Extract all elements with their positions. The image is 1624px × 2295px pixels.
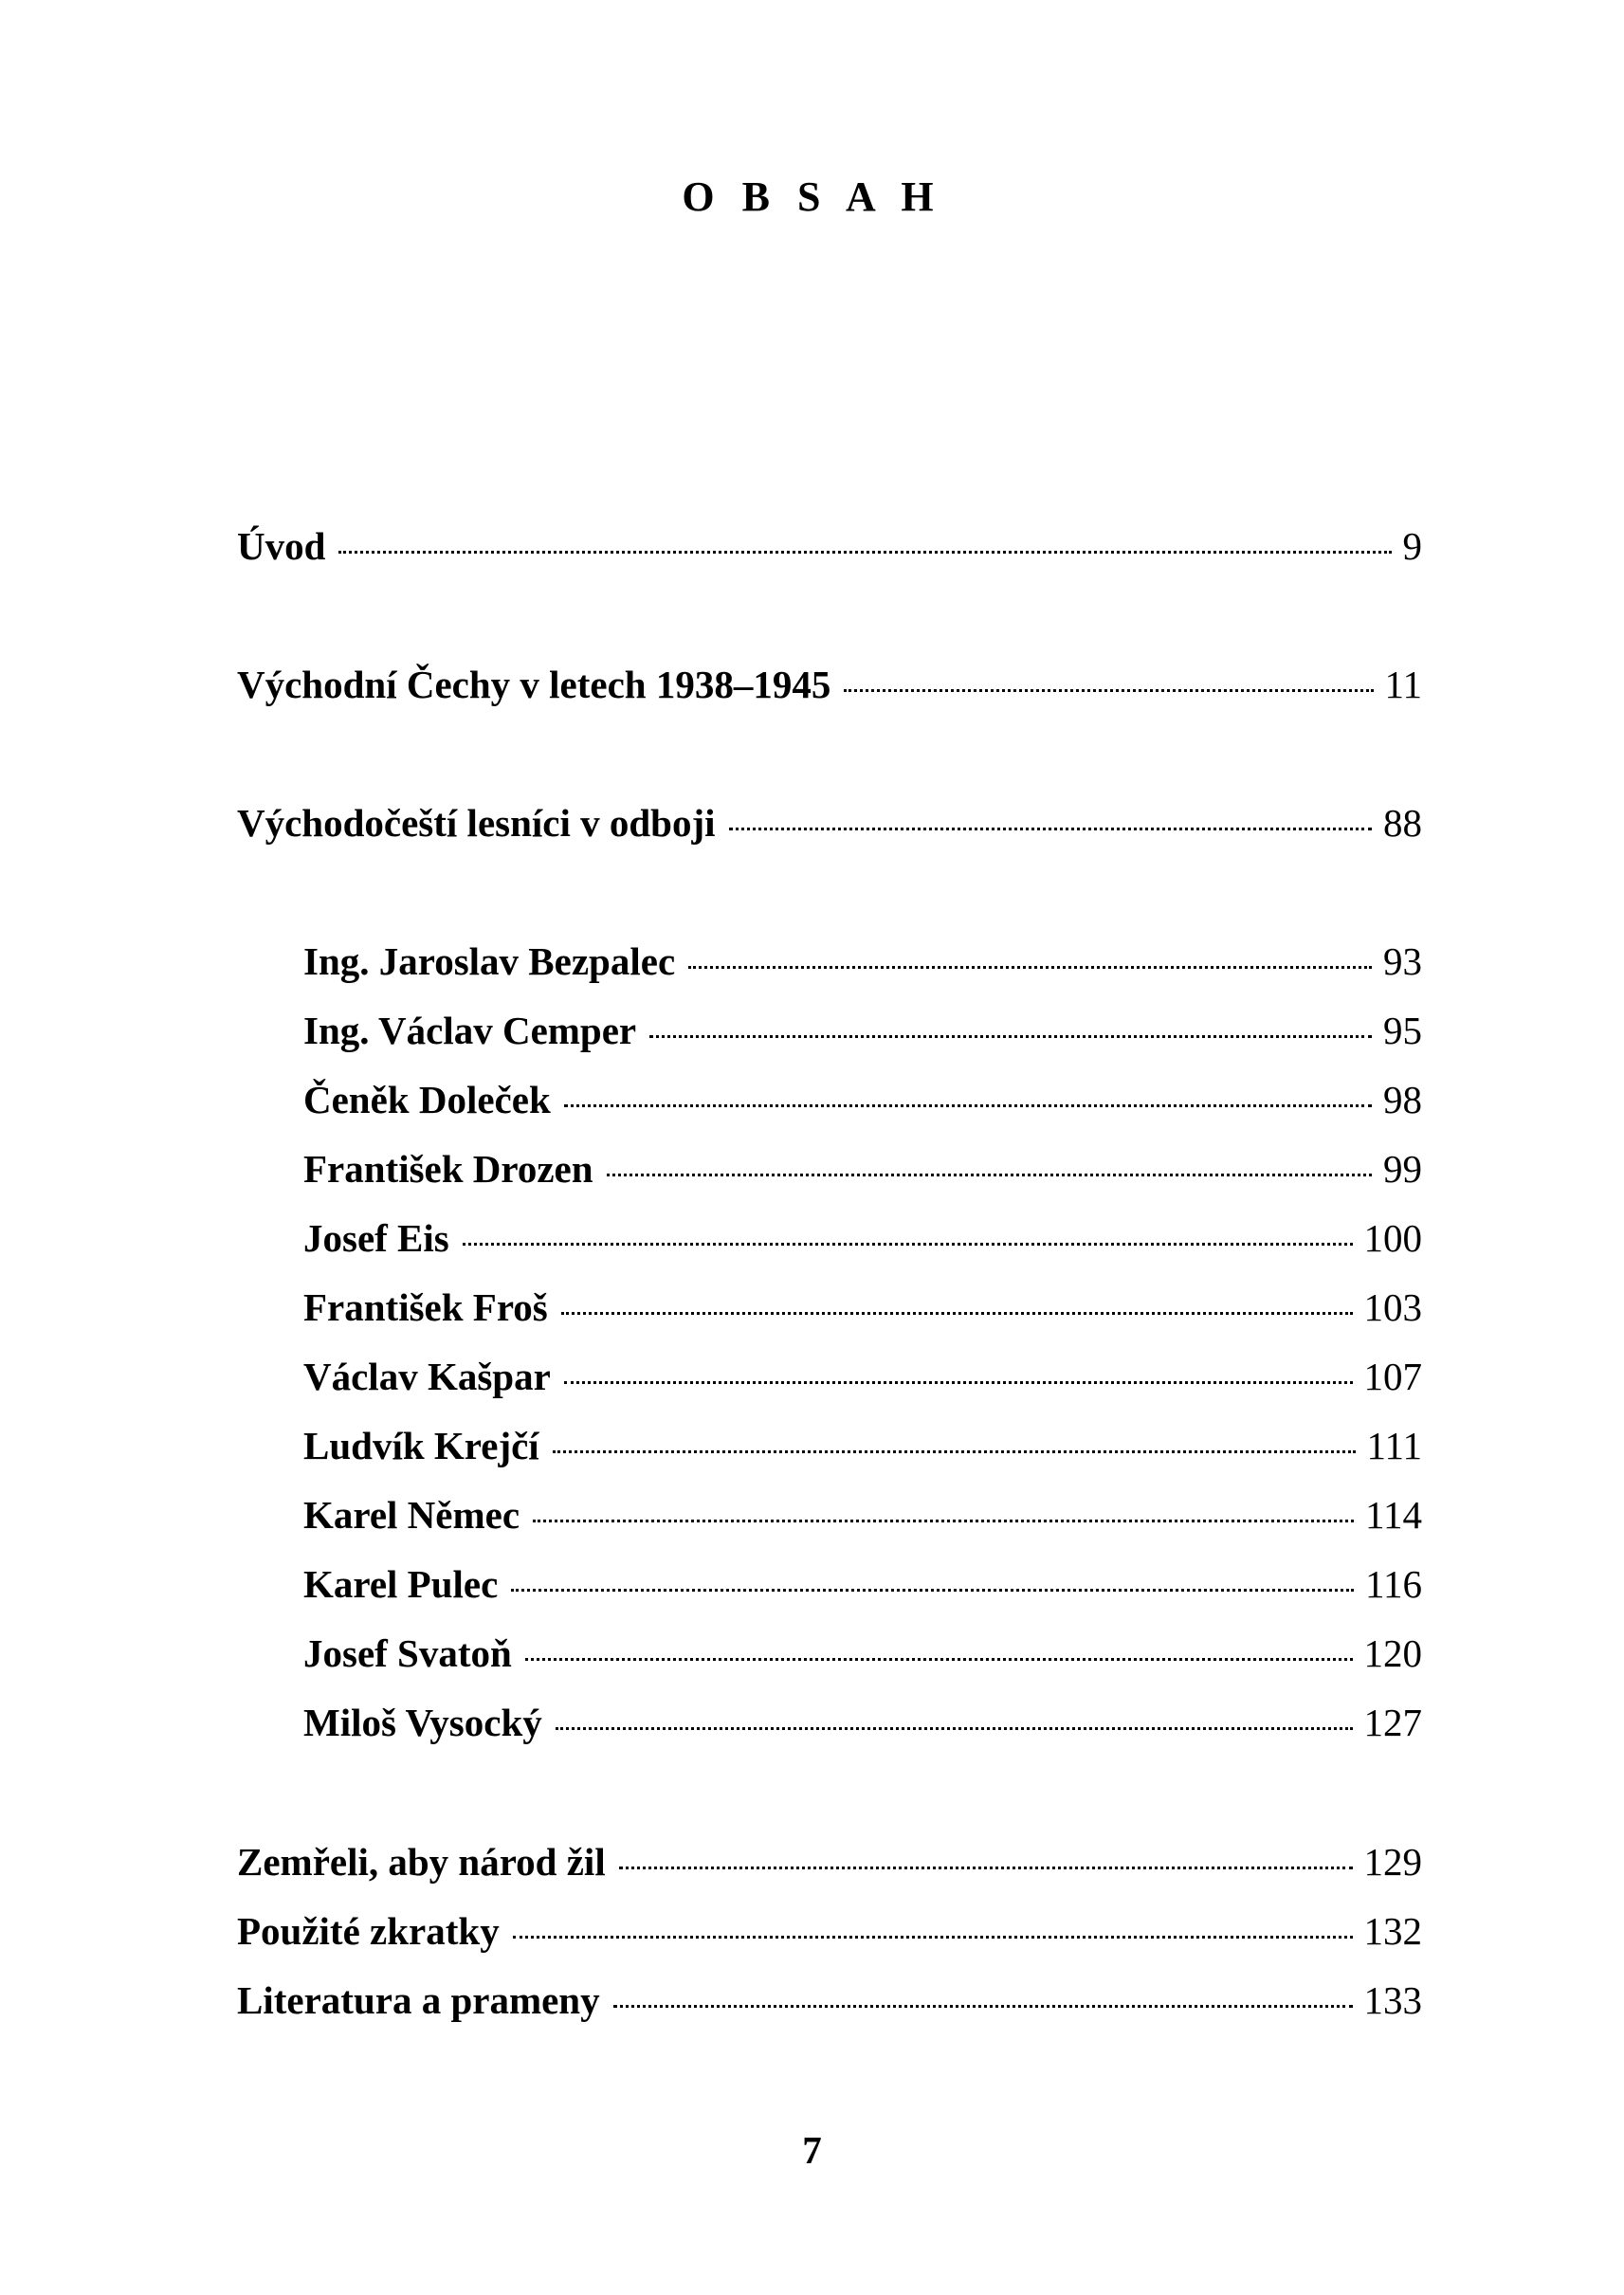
dot-leader (564, 1104, 1372, 1107)
dot-leader (525, 1658, 1353, 1661)
toc-entry-page: 129 (1363, 1840, 1422, 1884)
toc-subentry-svaton[interactable] (303, 1627, 1422, 1680)
toc-entry-label: Literatura a prameny (237, 1978, 600, 2022)
dot-leader (649, 1035, 1372, 1038)
toc-entry-page: 133 (1363, 1978, 1422, 2022)
dot-leader (533, 1520, 1354, 1522)
toc-entry-page: 120 (1363, 1631, 1422, 1675)
toc-entry-zemreli[interactable] (237, 1835, 1422, 1888)
toc-entry-label: Východočeští lesníci v odboji (237, 801, 716, 845)
toc-entry-page: 99 (1383, 1147, 1422, 1191)
toc-entry-page: 103 (1363, 1285, 1422, 1329)
toc-entry-page: 93 (1383, 939, 1422, 983)
toc-entry-page: 100 (1363, 1216, 1422, 1260)
dot-leader (556, 1727, 1353, 1730)
toc-entry-vychodni-cechy[interactable] (237, 658, 1422, 711)
dot-leader (553, 1450, 1356, 1453)
toc-entry-label: Josef Eis (303, 1216, 449, 1260)
toc-entry-label: František Froš (303, 1285, 548, 1329)
toc-entry-label: František Drozen (303, 1147, 593, 1191)
toc-entry-label: Ludvík Krejčí (303, 1424, 539, 1467)
toc-entry-label: Použité zkratky (237, 1909, 500, 1953)
toc-entry-page: 127 (1363, 1701, 1422, 1744)
toc-entry-label: Karel Němec (303, 1493, 520, 1537)
toc-entry-page: 95 (1383, 1009, 1422, 1052)
toc-entry-page: 98 (1383, 1078, 1422, 1121)
dot-leader (513, 1936, 1353, 1939)
dot-leader (688, 966, 1372, 969)
dot-leader (613, 2005, 1353, 2008)
toc-subentry-nemec[interactable] (303, 1488, 1422, 1541)
dot-leader (564, 1381, 1353, 1384)
dot-leader (511, 1589, 1354, 1592)
toc-subentry-fros[interactable] (303, 1281, 1422, 1334)
page-title: O B S A H (682, 173, 942, 220)
toc-entry-page: 111 (1366, 1424, 1422, 1467)
dot-leader (338, 551, 1391, 554)
toc-subentry-drozen[interactable] (303, 1142, 1422, 1195)
toc-entry-label: Úvod (237, 524, 326, 568)
toc-entry-uvod[interactable] (237, 519, 1422, 573)
toc-entry-label: Ing. Jaroslav Bezpalec (303, 939, 676, 983)
toc-entry-page: 11 (1384, 663, 1422, 706)
toc-entry-label: Východní Čechy v letech 1938–1945 (237, 663, 831, 706)
toc-entry-page: 116 (1365, 1562, 1422, 1606)
toc-entry-label: Miloš Vysocký (303, 1701, 542, 1744)
toc-entry-page: 9 (1402, 524, 1422, 568)
toc-entry-label: Zemřeli, aby národ žil (237, 1840, 606, 1884)
toc-entry-page: 132 (1363, 1909, 1422, 1953)
toc-subentry-eis[interactable] (303, 1211, 1422, 1265)
toc-entry-lesnici-v-odboji[interactable] (237, 796, 1422, 849)
dot-leader (561, 1312, 1353, 1315)
dot-leader (729, 828, 1372, 830)
toc-entry-label: Karel Pulec (303, 1562, 499, 1606)
dot-leader (463, 1243, 1353, 1246)
toc-entry-label: Václav Kašpar (303, 1355, 551, 1398)
toc-subentry-pulec[interactable] (303, 1557, 1422, 1611)
toc-entry-literatura[interactable] (237, 1974, 1422, 2027)
page-number: 7 (802, 2128, 822, 2172)
toc-entry-page: 107 (1363, 1355, 1422, 1398)
toc-entry-zkratky[interactable] (237, 1904, 1422, 1958)
toc-subentry-kaspar[interactable] (303, 1350, 1422, 1403)
dot-leader (844, 689, 1373, 692)
toc-entry-label: Josef Svatoň (303, 1631, 512, 1675)
dot-leader (619, 1867, 1353, 1869)
toc-subentry-krejci[interactable] (303, 1419, 1422, 1472)
toc-subentry-cemper[interactable] (303, 1004, 1422, 1057)
toc-subentry-bezpalec[interactable] (303, 935, 1422, 988)
toc-entry-page: 114 (1365, 1493, 1422, 1537)
toc-entry-label: Ing. Václav Cemper (303, 1009, 637, 1052)
toc-subentry-dolecek[interactable] (303, 1073, 1422, 1126)
toc-entry-label: Čeněk Doleček (303, 1078, 551, 1121)
toc-subentry-vysocky[interactable] (303, 1696, 1422, 1749)
toc-entry-page: 88 (1383, 801, 1422, 845)
dot-leader (607, 1174, 1372, 1176)
